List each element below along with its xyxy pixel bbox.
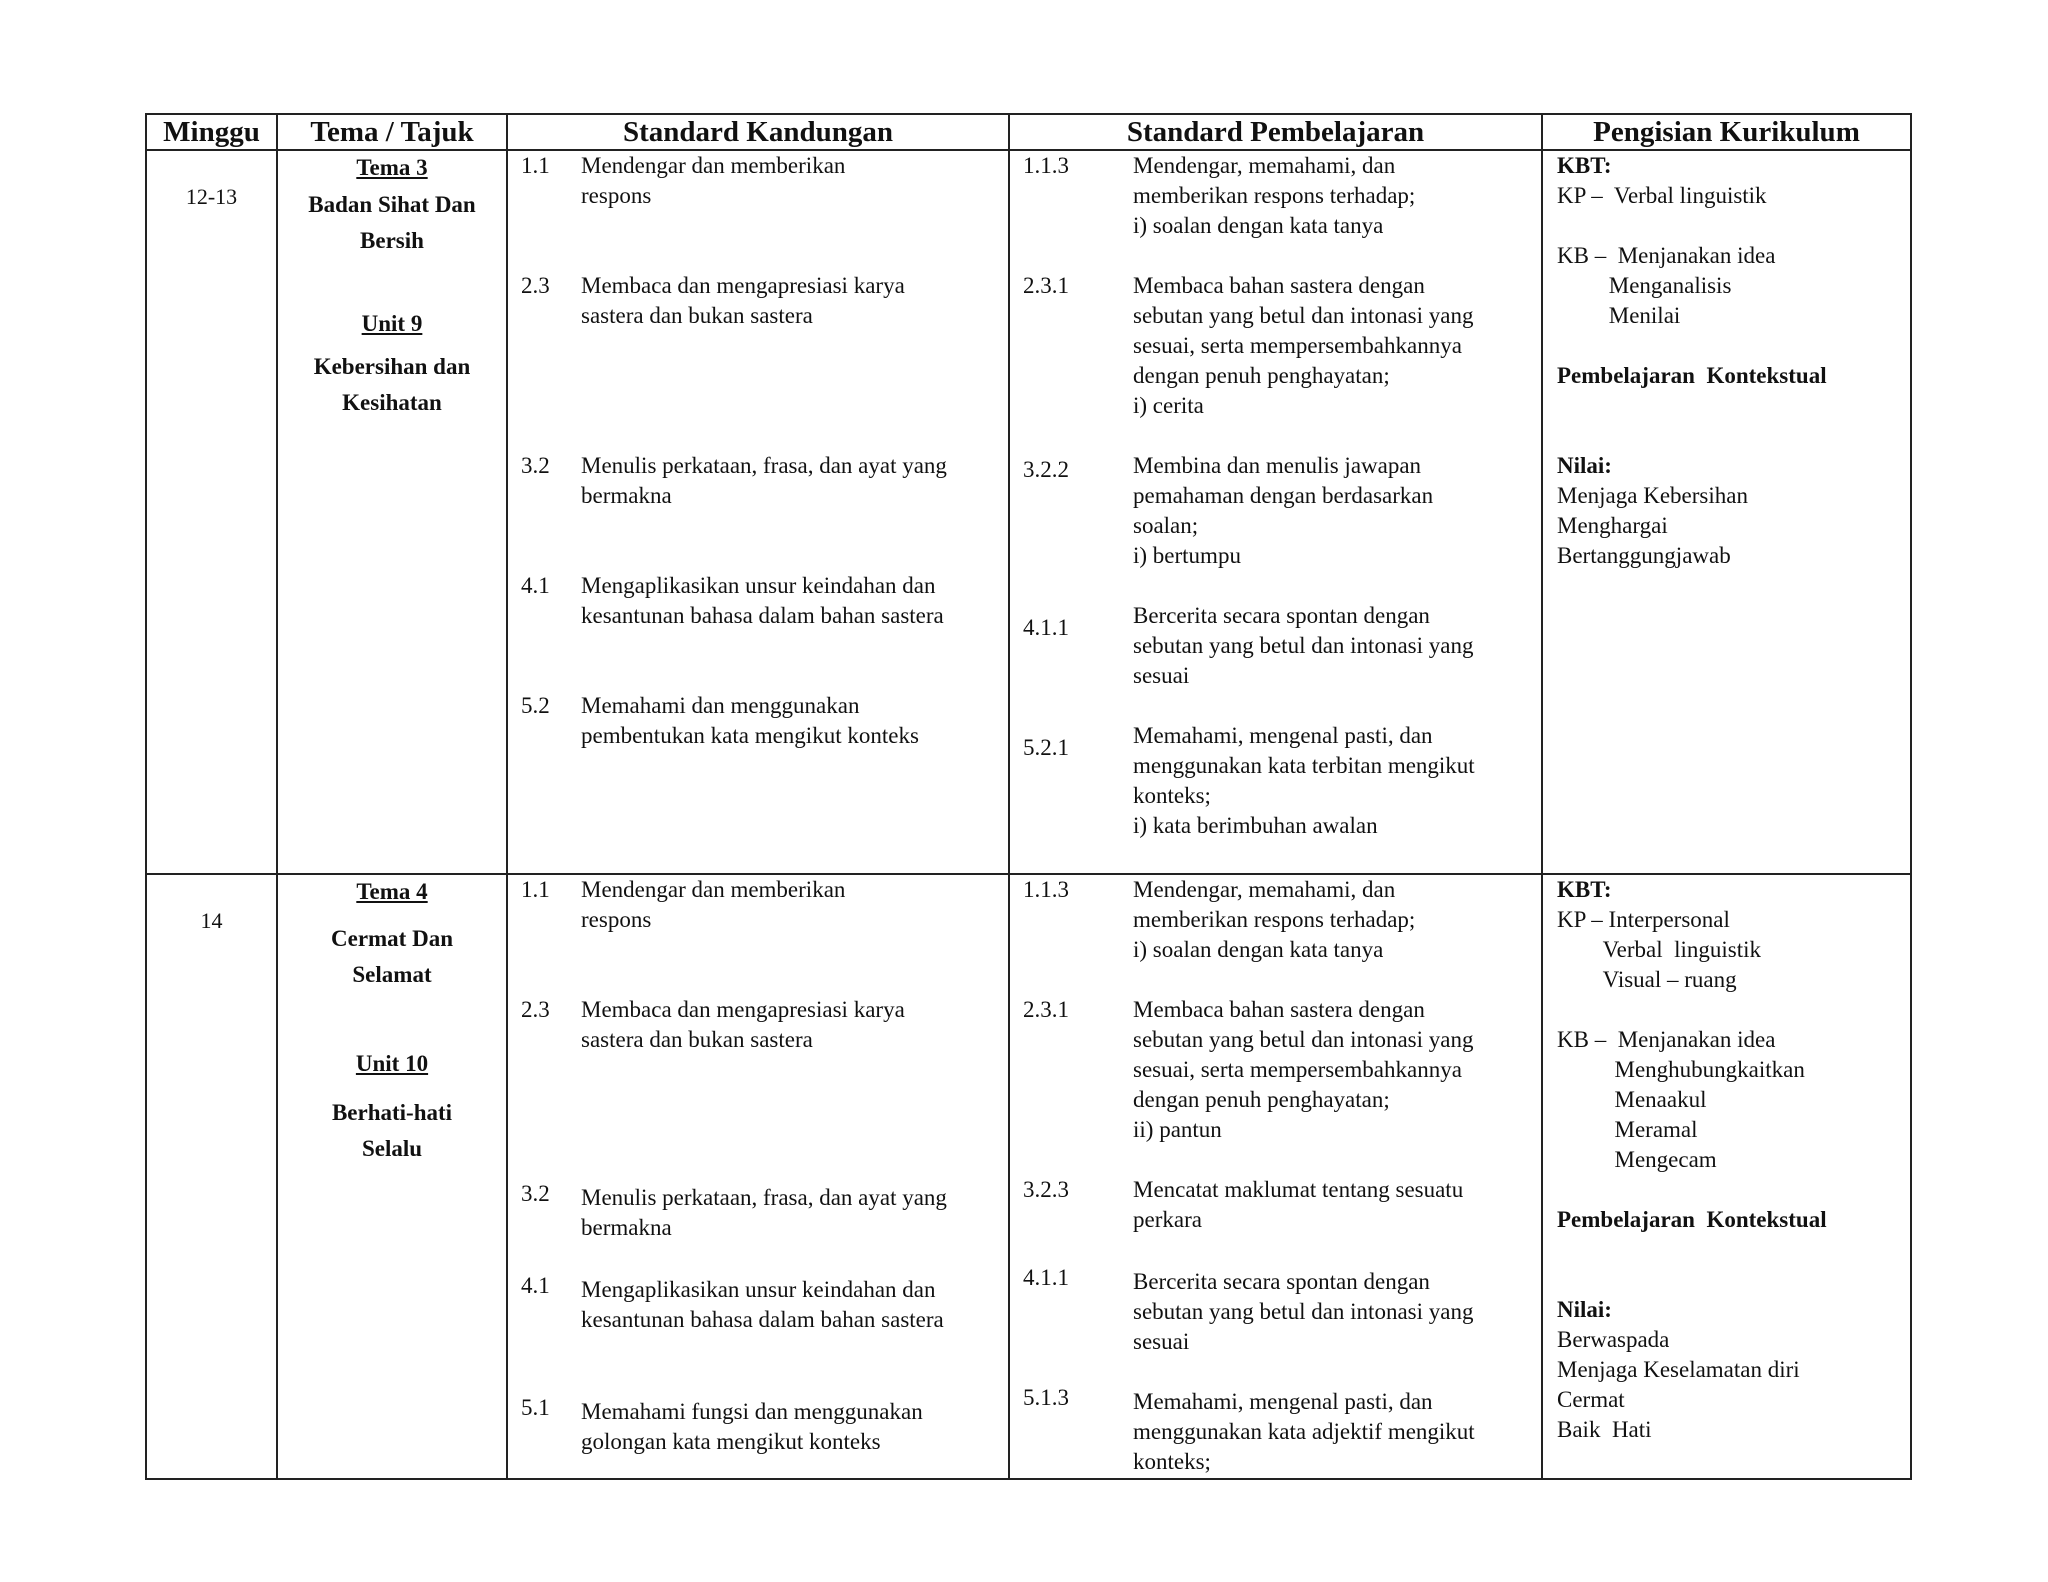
kandungan-text: respons [581,183,652,208]
tema-title-line: Bersih [360,228,424,253]
pembelajaran-text: memberikan respons terhadap; [1133,907,1416,932]
minggu-cell: 12-13 [146,150,277,874]
pembelajaran-text: pemahaman dengan berdasarkan [1133,483,1434,508]
kandungan-code: 2.3 [521,273,550,298]
pembelajaran-kontekstual: Pembelajaran Kontekstual [1557,363,1827,388]
kandungan-code: 3.2 [521,453,550,478]
kandungan-text: bermakna [581,1215,672,1240]
kandungan-text: bermakna [581,483,672,508]
kandungan-item [521,1397,998,1457]
kandungan-text: Mengaplikasikan unsur keindahan dan [581,573,936,598]
pembelajaran-cell [1009,874,1542,1479]
pembelajaran-item [1023,721,1531,841]
pembelajaran-cell [1009,150,1542,874]
kp-line: Visual – ruang [1557,967,1737,992]
kandungan-text: golongan kata mengikut konteks [581,1429,881,1454]
pembelajaran-text: Membaca bahan sastera dengan [1133,273,1425,298]
nilai-line: Berwaspada [1557,1327,1670,1352]
pembelajaran-text: Bercerita secara spontan dengan [1133,603,1430,628]
pembelajaran-item [1023,601,1531,691]
kp-line: KP – Verbal linguistik [1557,183,1767,208]
kandungan-text: sastera dan bukan sastera [581,303,813,328]
nilai-line: Bertanggungjawab [1557,543,1731,568]
pembelajaran-text: Mendengar, memahami, dan [1133,153,1396,178]
kandungan-item [521,995,998,1055]
kandungan-code: 4.1 [521,573,550,598]
pembelajaran-item [1023,875,1531,965]
pembelajaran-text: perkara [1133,1207,1202,1232]
pembelajaran-text: menggunakan kata adjektif mengikut [1133,1419,1475,1444]
pembelajaran-text: Membaca bahan sastera dengan [1133,997,1425,1022]
kandungan-item [521,571,998,631]
unit-label: Unit 10 [355,1051,429,1076]
kandungan-cell [507,874,1009,1479]
kandungan-text: Mendengar dan memberikan [581,877,846,902]
pembelajaran-item [1023,451,1531,571]
kandungan-text: kesantunan bahasa dalam bahan sastera [581,603,944,628]
nilai-label: Nilai: [1557,1297,1612,1322]
tema-label: Tema 3 [356,155,428,180]
pembelajaran-code: 3.2.2 [1023,457,1069,482]
tema-cell [277,150,507,874]
unit-title-line: Kesihatan [342,390,442,415]
pembelajaran-text: soalan; [1133,513,1199,538]
pembelajaran-text: sebutan yang betul dan intonasi yang [1133,633,1474,658]
kandungan-text: Mengaplikasikan unsur keindahan dan [581,1277,936,1302]
kb-line: Menghubungkaitkan [1557,1057,1805,1082]
kandungan-text: Memahami fungsi dan menggunakan [581,1399,923,1424]
kb-line: Menaakul [1557,1087,1707,1112]
kandungan-item [521,271,998,331]
pembelajaran-code: 1.1.3 [1023,153,1069,178]
header-pengisian-kurikulum: Pengisian Kurikulum [1542,114,1911,150]
kb-line: Menilai [1557,303,1681,328]
unit-title-line: Kebersihan dan [313,354,471,379]
pembelajaran-text: sebutan yang betul dan intonasi yang [1133,303,1474,328]
kandungan-code: 4.1 [521,1273,550,1298]
kbt-label: KBT: [1557,153,1612,178]
header-standard-kandungan: Standard Kandungan [507,114,1009,150]
pembelajaran-code: 3.2.3 [1023,1177,1069,1202]
kandungan-item [521,875,998,935]
nilai-line: Cermat [1557,1387,1625,1412]
kandungan-item [521,151,998,211]
kp-line: KP – Interpersonal [1557,907,1730,932]
table-row [146,874,1911,1479]
kandungan-text: sastera dan bukan sastera [581,1027,813,1052]
kandungan-text: Membaca dan mengapresiasi karya [581,273,905,298]
pembelajaran-text: Membina dan menulis jawapan [1133,453,1422,478]
table-row [146,150,1911,874]
header-standard-pembelajaran: Standard Pembelajaran [1009,114,1542,150]
kb-line: Mengecam [1557,1147,1717,1172]
pembelajaran-text: konteks; [1133,1449,1211,1474]
pembelajaran-code: 5.1.3 [1023,1385,1069,1410]
header-tema: Tema / Tajuk [277,114,507,150]
unit-title-line: Selalu [361,1136,423,1161]
unit-title-line: Berhati-hati [331,1100,453,1125]
kandungan-cell [507,150,1009,874]
tema-label: Tema 4 [356,879,428,904]
header-minggu: Minggu [146,114,277,150]
unit-label: Unit 9 [361,311,423,336]
pembelajaran-text: sebutan yang betul dan intonasi yang [1133,1299,1474,1324]
pembelajaran-code: 4.1.1 [1023,1265,1069,1290]
pembelajaran-code: 1.1.3 [1023,877,1069,902]
pembelajaran-text: sesuai [1133,663,1190,688]
kandungan-item [521,451,998,511]
nilai-line: Menghargai [1557,513,1668,538]
pembelajaran-text: i) bertumpu [1133,543,1241,568]
pembelajaran-text: dengan penuh penghayatan; [1133,363,1390,388]
kandungan-code: 2.3 [521,997,550,1022]
kandungan-code: 1.1 [521,877,550,902]
pembelajaran-code: 2.3.1 [1023,997,1069,1022]
kandungan-item [521,1275,998,1335]
pembelajaran-text: ii) pantun [1133,1117,1222,1142]
kandungan-code: 5.1 [521,1395,550,1420]
pembelajaran-text: dengan penuh penghayatan; [1133,1087,1390,1112]
kp-line: Verbal linguistik [1557,937,1762,962]
kb-line: Menganalisis [1557,273,1732,298]
kandungan-code: 5.2 [521,693,550,718]
pembelajaran-item [1023,1267,1531,1357]
pembelajaran-text: menggunakan kata terbitan mengikut [1133,753,1475,778]
kandungan-code: 1.1 [521,153,550,178]
pembelajaran-item [1023,151,1531,241]
tema-title-line: Badan Sihat Dan [308,192,476,217]
tema-title-line: Cermat Dan [331,926,453,951]
pembelajaran-text: sesuai, serta mempersembahkannya [1133,1057,1462,1082]
rpt-table [145,113,1912,1480]
pembelajaran-text: sesuai, serta mempersembahkannya [1133,333,1462,358]
kandungan-item [521,691,998,751]
kandungan-text: Menulis perkataan, frasa, dan ayat yang [581,1185,947,1210]
pembelajaran-text: Mencatat maklumat tentang sesuatu [1133,1177,1464,1202]
pembelajaran-text: Memahami, mengenal pasti, dan [1133,1389,1433,1414]
pembelajaran-text: i) soalan dengan kata tanya [1133,937,1384,962]
tema-title-line: Selamat [352,962,432,987]
kandungan-text: respons [581,907,652,932]
pembelajaran-text: sesuai [1133,1329,1190,1354]
kandungan-text: pembentukan kata mengikut konteks [581,723,919,748]
pembelajaran-text: konteks; [1133,783,1211,808]
pembelajaran-item [1023,271,1531,421]
nilai-label: Nilai: [1557,453,1612,478]
kandungan-text: Membaca dan mengapresiasi karya [581,997,905,1022]
pembelajaran-item [1023,995,1531,1145]
kandungan-text: kesantunan bahasa dalam bahan sastera [581,1307,944,1332]
pembelajaran-text: Bercerita secara spontan dengan [1133,1269,1430,1294]
pembelajaran-item [1023,1175,1531,1235]
kbt-label: KBT: [1557,877,1612,902]
nilai-line: Menjaga Kebersihan [1557,483,1748,508]
pembelajaran-text: Mendengar, memahami, dan [1133,877,1396,902]
kandungan-code: 3.2 [521,1181,550,1206]
header-row [146,114,1911,150]
pembelajaran-item [1023,1387,1531,1477]
kandungan-text: Menulis perkataan, frasa, dan ayat yang [581,453,947,478]
kandungan-item [521,1183,998,1243]
nilai-line: Baik Hati [1557,1417,1652,1442]
kb-line: KB – Menjanakan idea [1557,1027,1776,1052]
kandungan-text: Mendengar dan memberikan [581,153,846,178]
pembelajaran-code: 4.1.1 [1023,615,1069,640]
kb-line: Meramal [1557,1117,1698,1142]
pembelajaran-text: i) soalan dengan kata tanya [1133,213,1384,238]
pembelajaran-text: memberikan respons terhadap; [1133,183,1416,208]
pembelajaran-text: i) cerita [1133,393,1204,418]
tema-cell [277,874,507,1479]
pembelajaran-text: Memahami, mengenal pasti, dan [1133,723,1433,748]
pengisian-cell [1542,874,1911,1479]
pembelajaran-text: i) kata berimbuhan awalan [1133,813,1378,838]
pembelajaran-code: 5.2.1 [1023,735,1069,760]
minggu-cell: 14 [146,874,277,1479]
pembelajaran-code: 2.3.1 [1023,273,1069,298]
pembelajaran-kontekstual: Pembelajaran Kontekstual [1557,1207,1827,1232]
kb-line: KB – Menjanakan idea [1557,243,1776,268]
nilai-line: Menjaga Keselamatan diri [1557,1357,1800,1382]
kandungan-text: Memahami dan menggunakan [581,693,860,718]
pengisian-cell [1542,150,1911,874]
pembelajaran-text: sebutan yang betul dan intonasi yang [1133,1027,1474,1052]
